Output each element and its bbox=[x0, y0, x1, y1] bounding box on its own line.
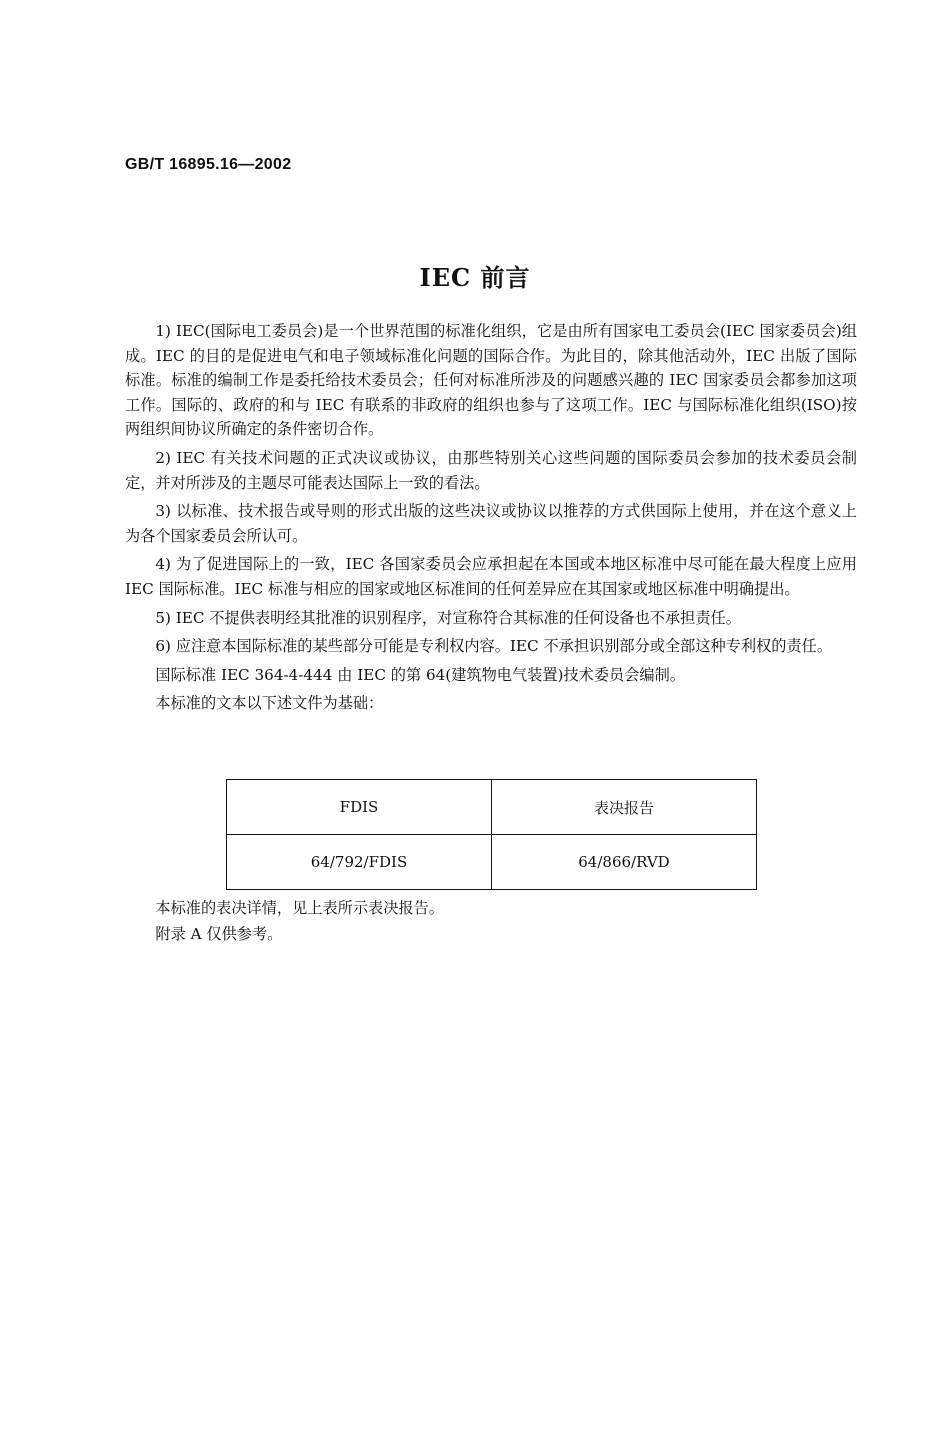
paragraph-4: 4) 为了促进国际上的一致，IEC 各国家委员会应承担起在本国或本地区标准中尽可能在最大程度上应用 IEC 国际标准。IEC 标准与相应的国家或地区标准间的任何差异应在其国家或地区标准中明确提出。 bbox=[125, 555, 857, 598]
paragraph-committee: 国际标准 IEC 364-4-444 由 IEC 的第 64(建筑物电气装置)技术委员会编制。 bbox=[155, 665, 685, 684]
foreword-body bbox=[125, 319, 857, 720]
table-intro: 本标准的文本以下述文件为基础： bbox=[155, 694, 384, 713]
table-header-fdis: FDIS bbox=[227, 780, 492, 835]
table-cell-rvd: 64/866/RVD bbox=[492, 835, 757, 890]
paragraph-5: 5) IEC 不提供表明经其批准的识别程序，对宣称符合其标准的任何设备也不承担责任。 bbox=[155, 608, 741, 627]
paragraph-1: 1) IEC(国际电工委员会)是一个世界范围的标准化组织，它是由所有国家电工委员会(IEC 国家委员会)组成。IEC 的目的是促进电气和电子领域标准化问题的国际合作。为此目的，除其他活动外，IEC 出版了国际标准。标准的编制工作是委托给技术委员会；任何对标准所涉及的问题感兴趣的 IEC 国家委员会都参加这项工作。国际的、政府的和与 IEC 有联系的非政府的组织也参与了这项工作。IEC 与国际标准化组织(ISO)按两组织间协议所确定的条件密切合作。 bbox=[125, 322, 857, 439]
table-row bbox=[227, 835, 757, 890]
table-header-vote-report: 表决报告 bbox=[492, 780, 757, 835]
paragraph-2: 2) IEC 有关技术问题的正式决议或协议，由那些特别关心这些问题的国际委员会参加的技术委员会制定，并对所涉及的主题尽可能表达国际上一致的看法。 bbox=[125, 448, 857, 492]
paragraph-6: 6) 应注意本国际标准的某些部分可能是专利权内容。IEC 不承担识别部分或全部这种专利权的责任。 bbox=[155, 637, 833, 656]
vote-details-note: 本标准的表决详情，见上表所示表决报告。 bbox=[155, 899, 444, 917]
basis-documents-table bbox=[226, 779, 757, 890]
page-title: IEC 前言 bbox=[419, 263, 531, 292]
after-table-notes bbox=[125, 895, 857, 947]
table-cell-fdis: 64/792/FDIS bbox=[227, 835, 492, 890]
paragraph-3: 3) 以标准、技术报告或导则的形式出版的这些决议或协议以推荐的方式供国际上使用，并在这个意义上为各个国家委员会所认可。 bbox=[125, 502, 857, 545]
annex-note: 附录 A 仅供参考。 bbox=[155, 925, 283, 943]
standard-code: GB/T 16895.16—2002 bbox=[125, 156, 292, 173]
table-header-row bbox=[227, 780, 757, 835]
